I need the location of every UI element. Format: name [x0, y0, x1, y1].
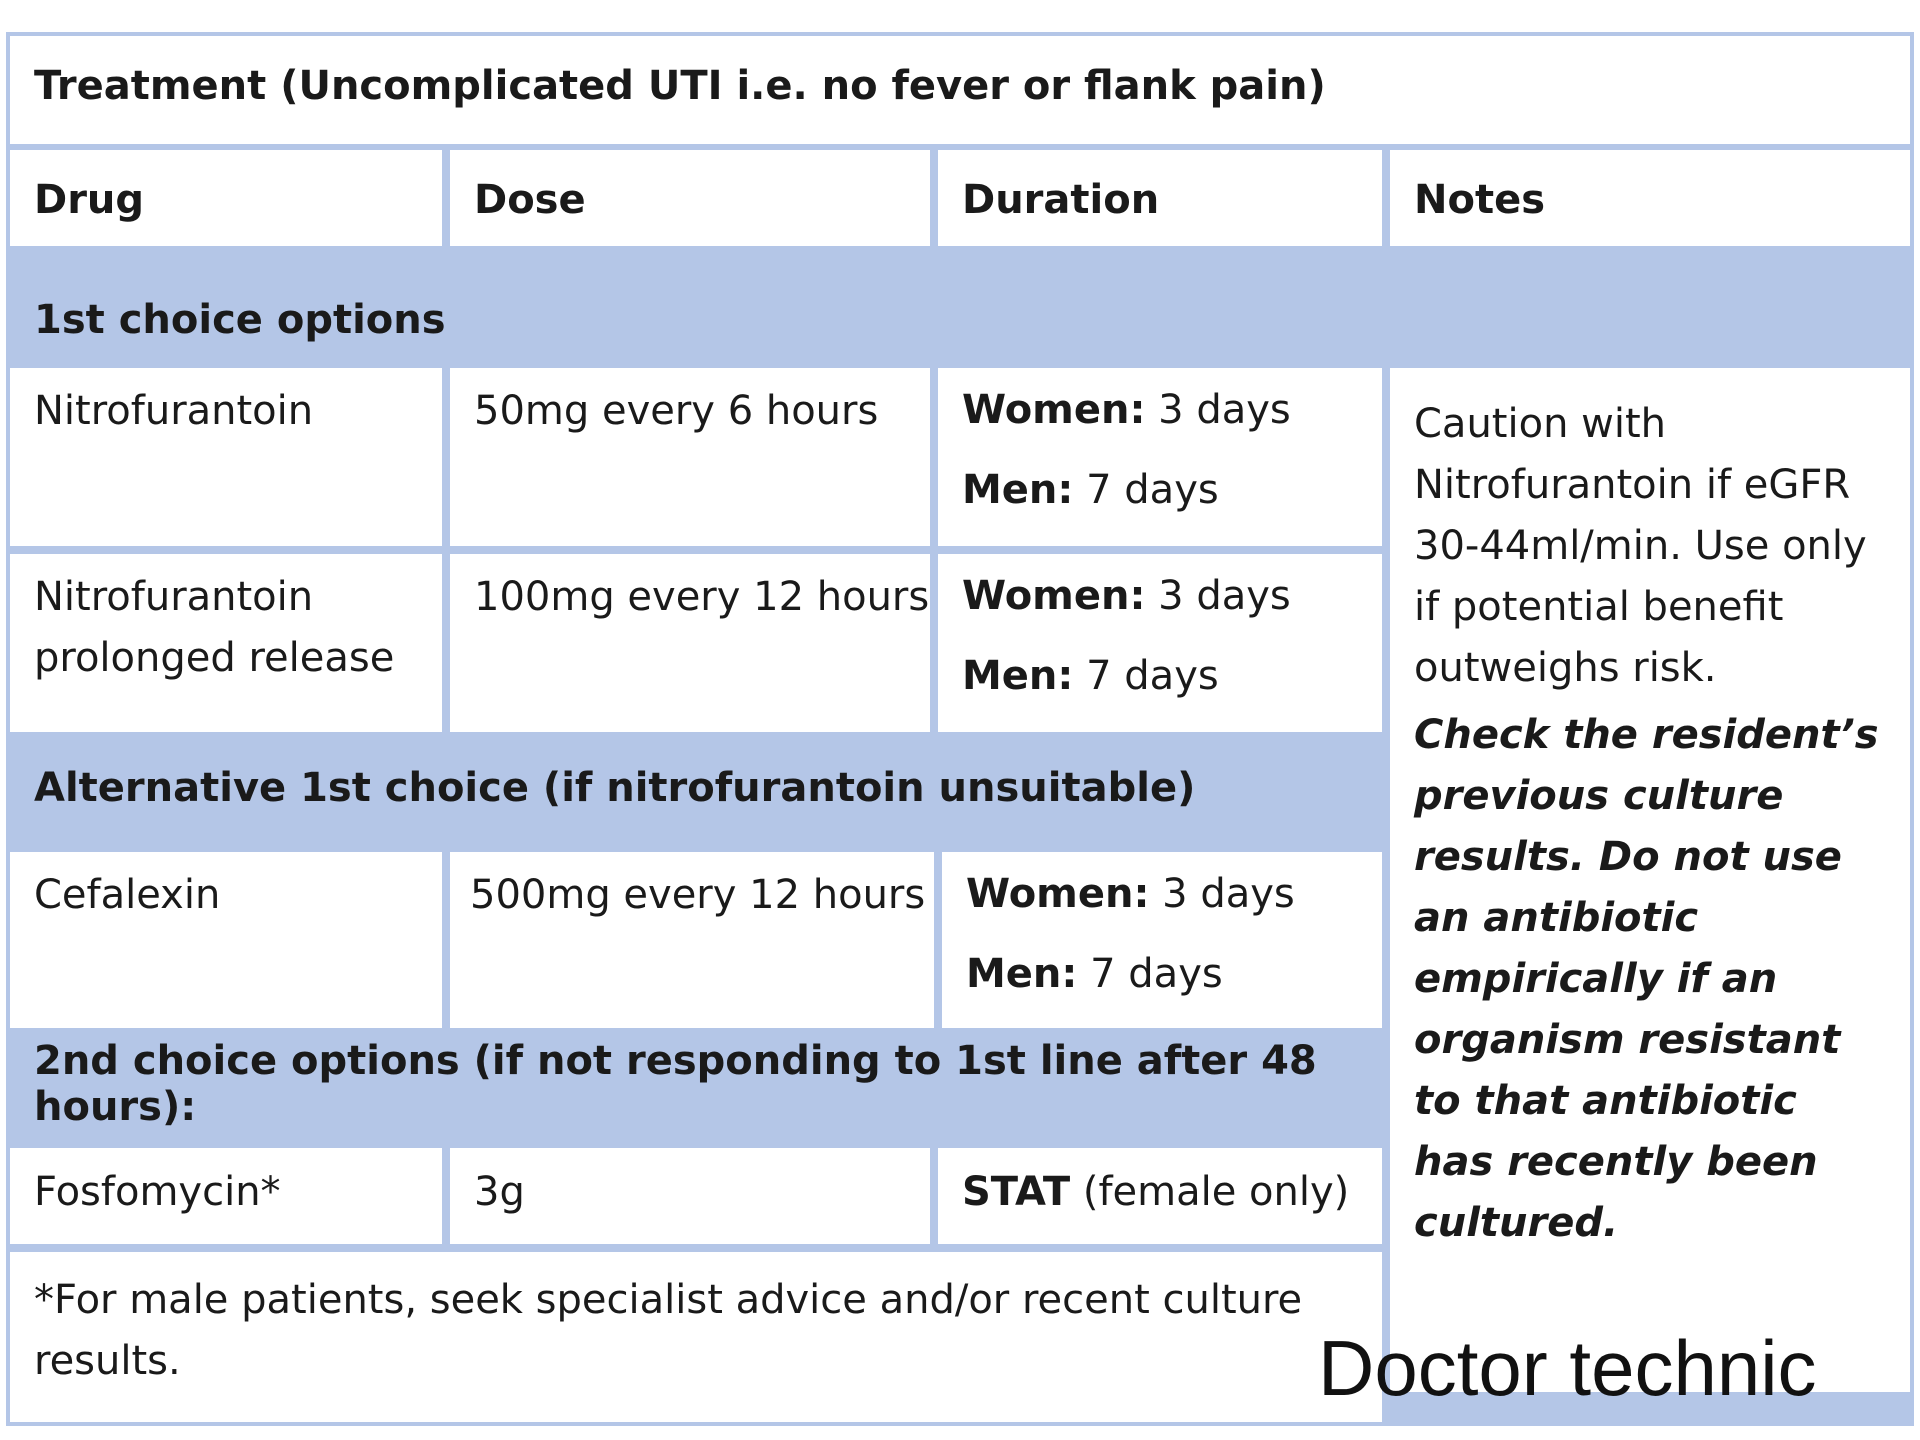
- watermark-text: Doctor technic: [1318, 1324, 1817, 1412]
- duration-stat: STAT: [962, 1169, 1071, 1215]
- section-heading-alternative: Alternative 1st choice (if nitrofurantoin unsuitable): [10, 732, 1382, 844]
- duration-women: Women: 3 days: [962, 573, 1291, 619]
- duration-cell: [942, 852, 1382, 1028]
- dose-cell: 3g: [450, 1148, 930, 1244]
- notes-check-culture: Check the resident’s previous culture results. Do not use an antibiotic empirically if an organism resistant to that antibiotic has recently been cultured.: [1414, 712, 1879, 1246]
- duration-stat-note: (female only): [1070, 1169, 1350, 1215]
- notes-caution: Caution with Nitrofurantoin if eGFR 30-44ml/min. Use only if potential benefit outweighs risk.: [1414, 401, 1867, 691]
- duration-women: Women: 3 days: [966, 871, 1295, 917]
- table-title: Treatment (Uncomplicated UTI i.e. no fever or flank pain): [10, 36, 1910, 144]
- header-dose: Dose: [450, 150, 930, 246]
- header-drug: Drug: [10, 150, 442, 246]
- duration-women: Women: 3 days: [962, 387, 1291, 433]
- drug-cell: Fosfomycin*: [10, 1148, 442, 1244]
- section-heading-first-choice: 1st choice options: [10, 246, 1910, 394]
- drug-cell: Cefalexin: [10, 852, 442, 1028]
- dose-cell: 500mg every 12 hours: [450, 852, 934, 1028]
- duration-cell: [938, 554, 1382, 732]
- duration-men: Men: 7 days: [966, 951, 1223, 997]
- footnote: *For male patients, seek specialist advice and/or recent culture results.: [10, 1252, 1382, 1422]
- dose-cell: 50mg every 6 hours: [450, 368, 930, 546]
- uti-treatment-table: [6, 32, 1914, 1426]
- header-duration: Duration: [938, 150, 1382, 246]
- section-heading-second-choice: 2nd choice options (if not responding to 1st line after 48 hours):: [10, 1028, 1382, 1140]
- drug-cell: Nitrofurantoin: [10, 368, 442, 546]
- duration-cell: [938, 1148, 1382, 1244]
- drug-cell: Nitrofurantoin prolonged release: [10, 554, 442, 732]
- duration-men: Men: 7 days: [962, 653, 1219, 699]
- duration-men: Men: 7 days: [962, 467, 1219, 513]
- notes-cell: [1390, 368, 1910, 1392]
- dose-cell: 100mg every 12 hours: [450, 554, 930, 732]
- duration-cell: [938, 368, 1382, 546]
- header-notes: Notes: [1390, 150, 1910, 246]
